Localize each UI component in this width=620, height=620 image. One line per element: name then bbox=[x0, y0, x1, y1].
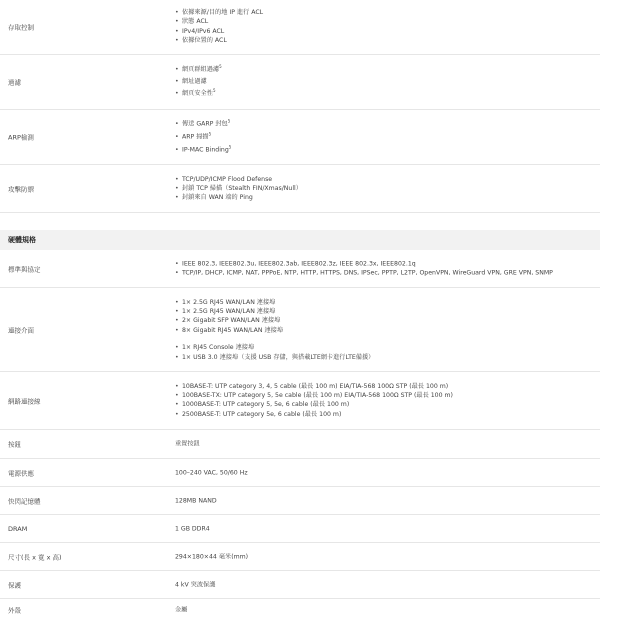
row-enclosure bbox=[0, 599, 600, 620]
bullet-list bbox=[175, 118, 595, 157]
row-label: 尺寸(長 x 寬 x 高) bbox=[8, 553, 62, 561]
list-item: • 1× USB 3.0 連接埠（支援 USB 存儲，與搭載LTE網卡進行LTE備援） bbox=[175, 352, 595, 361]
bullet-list bbox=[175, 382, 595, 420]
item-text: 網頁群組過濾 bbox=[182, 66, 220, 73]
row-dimensions bbox=[0, 543, 600, 571]
section-title: 硬體規格 bbox=[8, 236, 36, 244]
row-label: ARP檢測 bbox=[8, 133, 34, 142]
spacer bbox=[175, 335, 595, 343]
list-item: • 狀態 ACL bbox=[175, 18, 595, 27]
row-label: 快閃記憶體 bbox=[8, 497, 41, 505]
list-item: • TCP/IP, DHCP, ICMP, NAT, PPPoE, NTP, HTTP, HTTPS, DNS, IPSec, PPTP, L2TP, OpenVPN, WireGuard VPN, GRE VPN, SNMP bbox=[175, 269, 595, 278]
row-value: 4 kV 突波保護 bbox=[175, 580, 216, 588]
row-value bbox=[175, 8, 595, 46]
row-value: 金屬 bbox=[175, 605, 188, 613]
row-label: 過濾 bbox=[8, 78, 21, 87]
list-item: • IPv4/IPv6 ACL bbox=[175, 27, 595, 36]
list-item: • 1× 2.5G RJ45 WAN/LAN 連接埠 bbox=[175, 307, 595, 316]
list-item bbox=[175, 131, 595, 144]
footnote-marker: 5 bbox=[227, 118, 231, 124]
list-item: • 8× Gigabit RJ45 WAN/LAN 連接埠 bbox=[175, 326, 595, 335]
row-cabling bbox=[0, 372, 600, 430]
footnote-marker: 5 bbox=[228, 144, 232, 150]
row-label: 網路連接線 bbox=[8, 397, 41, 405]
bullet-list bbox=[175, 8, 595, 46]
row-power-supply bbox=[0, 459, 600, 487]
row-label: 連接介面 bbox=[8, 326, 34, 334]
list-item: • 10BASE-T: UTP category 3, 4, 5 cable (最長 100 m) EIA/TIA-568 100Ω STP (最長 100 m) bbox=[175, 382, 595, 391]
row-interfaces bbox=[0, 288, 600, 372]
bullet-list bbox=[175, 297, 595, 335]
row-label: 攻擊防禦 bbox=[8, 185, 34, 193]
footnote-marker: 5 bbox=[208, 131, 212, 137]
row-value: 128MB NAND bbox=[175, 496, 217, 504]
row-label: 電源供應 bbox=[8, 469, 34, 477]
bullet-list bbox=[175, 259, 595, 278]
list-item: • 100BASE-TX: UTP category 5, 5e cable (最長 100 m) EIA/TIA-568 100Ω STP (最長 100 m) bbox=[175, 391, 595, 400]
item-text: IP-MAC Binding bbox=[182, 146, 229, 154]
item-text: 網頁安全性 bbox=[182, 90, 213, 97]
item-text: 網址過濾 bbox=[182, 78, 207, 85]
row-label: 外殼 bbox=[8, 606, 21, 614]
row-value: 294×180×44 毫米(mm) bbox=[175, 552, 249, 560]
row-label: 按鈕 bbox=[8, 440, 21, 449]
bullet-list bbox=[175, 343, 595, 362]
list-item: • 1× 2.5G RJ45 WAN/LAN 連接埠 bbox=[175, 297, 595, 306]
row-dram bbox=[0, 515, 600, 543]
row-label: 標準與協定 bbox=[8, 265, 41, 273]
list-item: • 依據來源/目的地 IP 進行 ACL bbox=[175, 8, 595, 17]
row-label: 保護 bbox=[8, 581, 21, 589]
item-text: 傳送 GARP 封包 bbox=[182, 120, 228, 128]
list-item: • 依據位置的 ACL bbox=[175, 36, 595, 45]
row-value bbox=[175, 382, 595, 420]
list-item: • 2500BASE-T: UTP category 5e, 6 cable (最長 100 m) bbox=[175, 410, 595, 419]
row-value bbox=[175, 64, 595, 100]
row-arp-detection bbox=[0, 110, 600, 165]
row-buttons bbox=[0, 430, 600, 459]
list-item bbox=[175, 64, 595, 76]
row-attack-defense bbox=[0, 165, 600, 213]
section-header-hardware bbox=[0, 230, 600, 250]
list-item: • 2× Gigabit SFP WAN/LAN 連接埠 bbox=[175, 316, 595, 325]
list-item: • 封鎖 TCP 掃描（Stealth FIN/Xmas/Null） bbox=[175, 184, 595, 193]
list-item bbox=[175, 144, 595, 157]
row-standards bbox=[0, 250, 600, 288]
row-value bbox=[175, 259, 595, 278]
row-protection bbox=[0, 571, 600, 599]
footnote-marker: 5 bbox=[219, 63, 222, 69]
row-value: 重置按鈕 bbox=[175, 440, 200, 448]
row-value bbox=[175, 297, 595, 361]
row-access-control bbox=[0, 0, 600, 55]
row-filtering bbox=[0, 55, 600, 110]
list-item bbox=[175, 118, 595, 131]
row-value bbox=[175, 118, 595, 157]
list-item: • 1× RJ45 Console 連接埠 bbox=[175, 343, 595, 352]
row-label: 存取控制 bbox=[8, 23, 34, 32]
list-item: • IEEE 802.3, IEEE802.3u, IEEE802.3ab, IEEE802.3z, IEEE 802.3x, IEEE802.1q bbox=[175, 259, 595, 268]
bullet-list bbox=[175, 174, 595, 202]
list-item bbox=[175, 88, 595, 100]
list-item: • TCP/UDP/ICMP Flood Defense bbox=[175, 174, 595, 183]
row-value bbox=[175, 174, 595, 202]
list-item: • 1000BASE-T: UTP category 5, 5e, 6 cable (最長 100 m) bbox=[175, 401, 595, 410]
list-item: • 封鎖來自 WAN 端的 Ping bbox=[175, 193, 595, 202]
bullet-list bbox=[175, 64, 595, 100]
row-value: 100–240 VAC, 50/60 Hz bbox=[175, 468, 248, 476]
row-value: 1 GB DDR4 bbox=[175, 524, 210, 532]
row-flash-memory bbox=[0, 487, 600, 515]
item-text: ARP 掃描 bbox=[182, 133, 209, 141]
row-label: DRAM bbox=[8, 524, 28, 533]
footnote-marker: 5 bbox=[212, 87, 216, 93]
list-item bbox=[175, 76, 595, 88]
